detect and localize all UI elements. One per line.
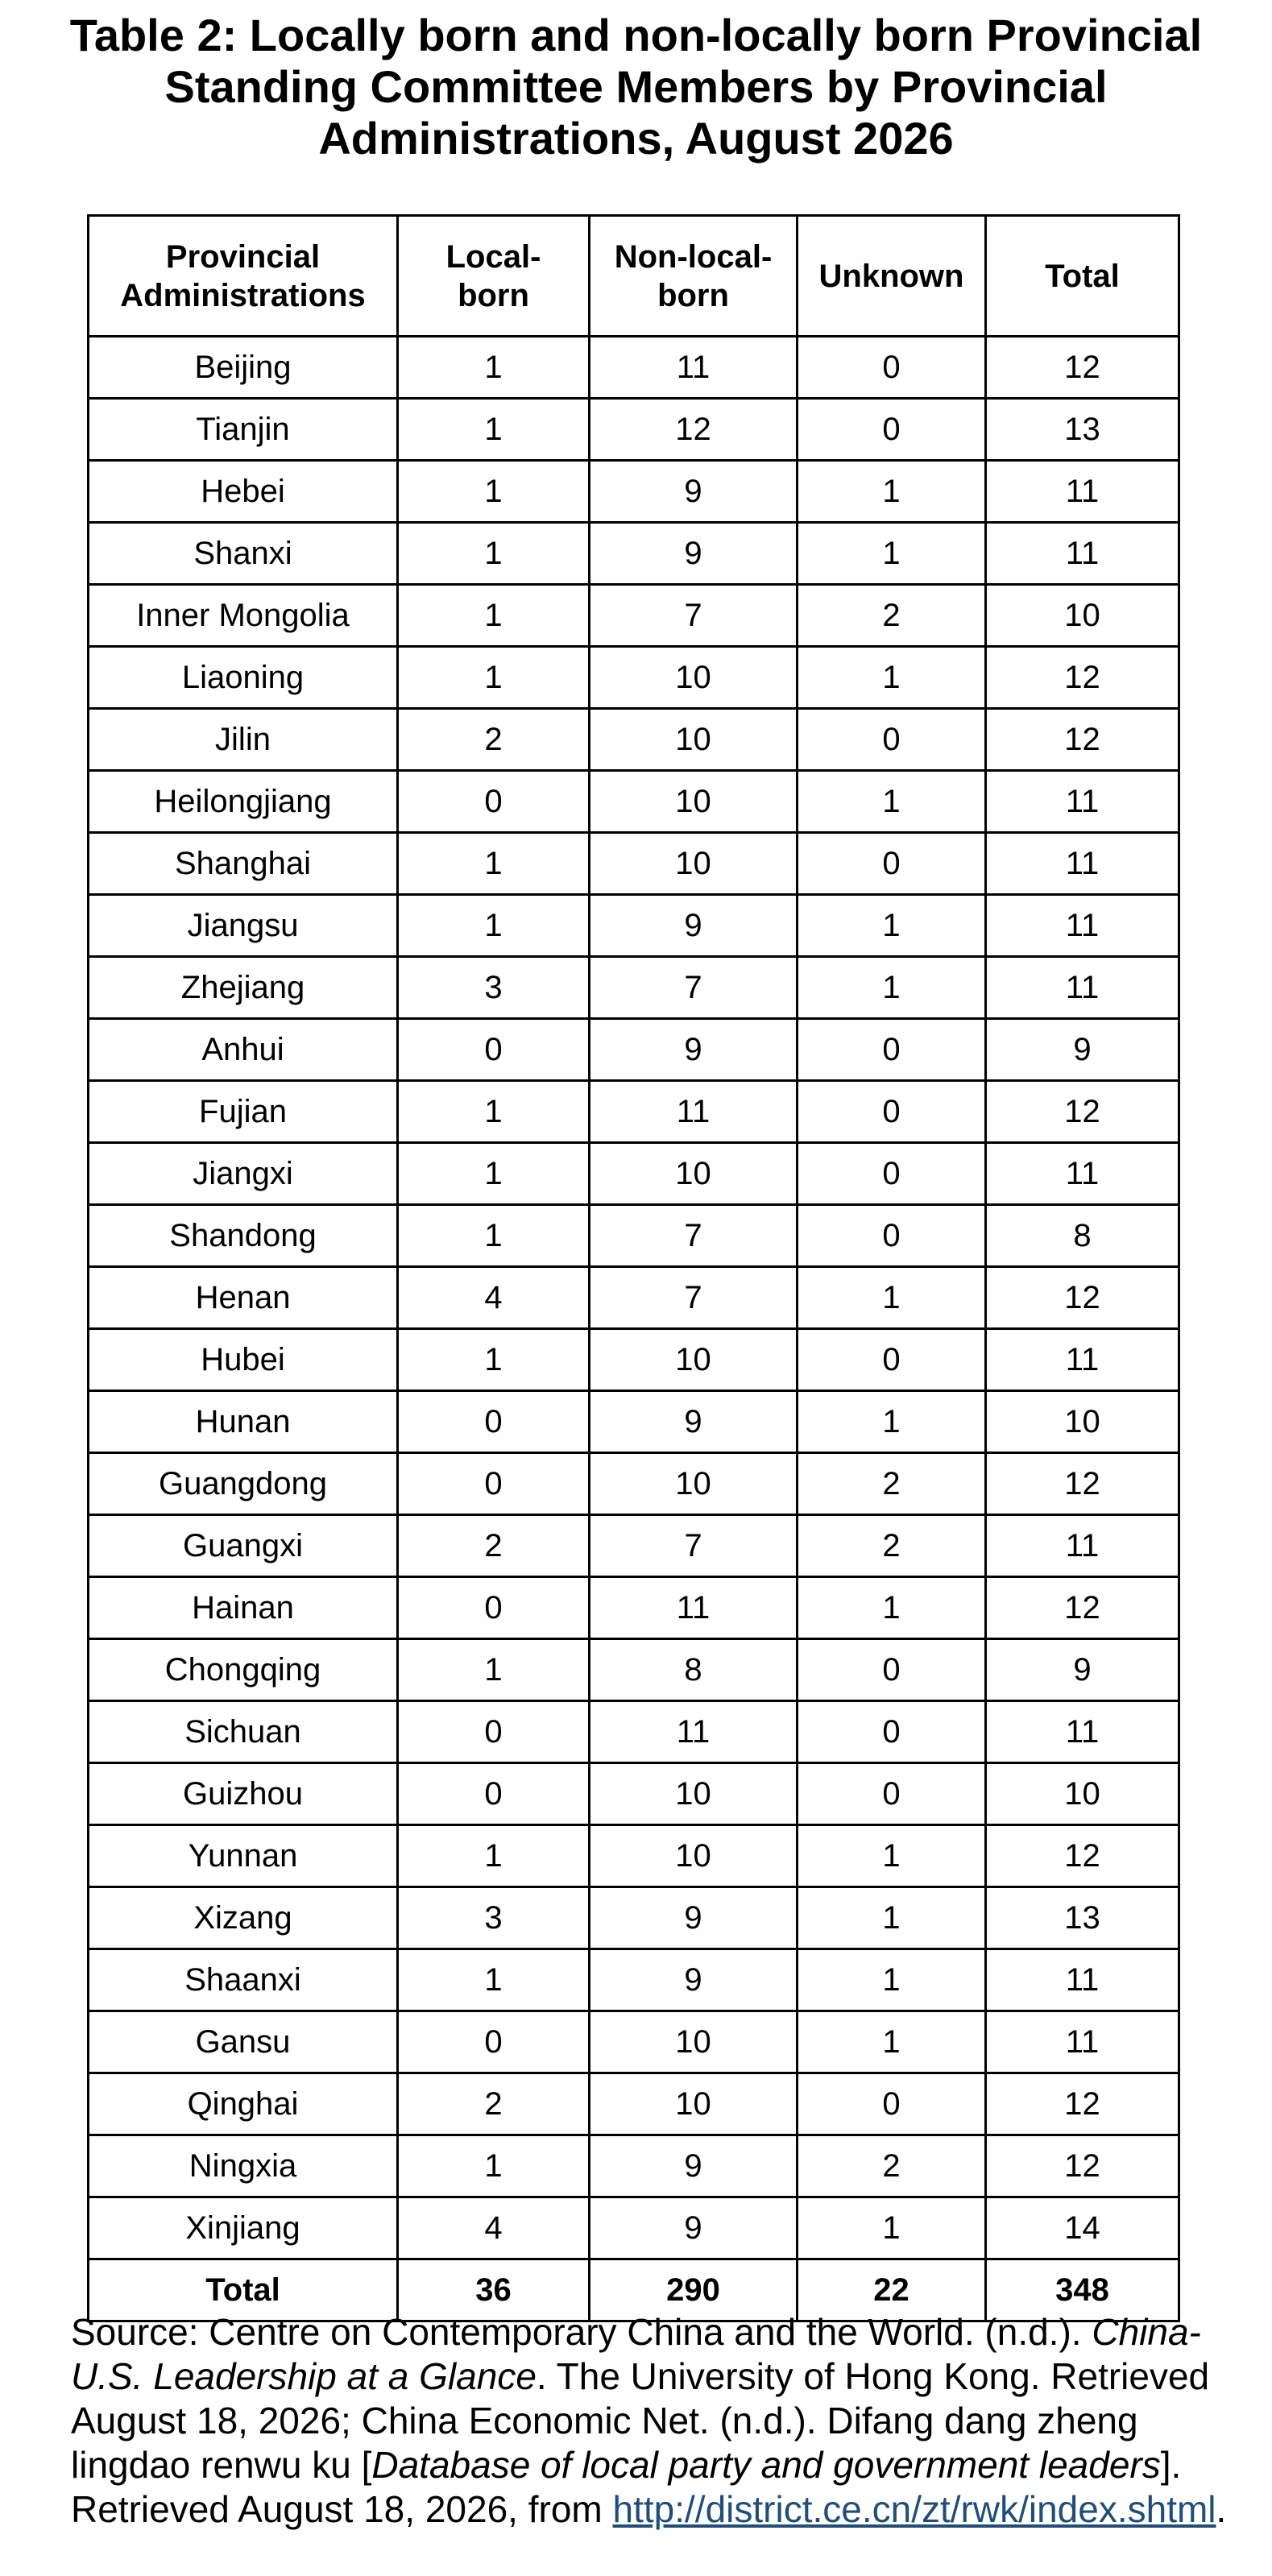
table-row (89, 461, 1179, 523)
table-row (89, 337, 1179, 399)
source-part-3: ]. Retrieved August 18, 2026, from (71, 2444, 1182, 2530)
cell-local-born: 1 (398, 399, 590, 461)
cell-total: 12 (986, 1081, 1179, 1143)
header-row (89, 216, 1179, 337)
cell-local-born: 1 (398, 1143, 590, 1205)
cell-unknown: 0 (798, 1701, 986, 1763)
cell-total: 12 (986, 337, 1179, 399)
cell-non-local-born: 8 (590, 1639, 798, 1701)
cell-non-local-born: 11 (590, 1577, 798, 1639)
cell-unknown: 1 (798, 1267, 986, 1329)
cell-province: Guizhou (89, 1763, 398, 1825)
cell-province: Xinjiang (89, 2197, 398, 2259)
table-row (89, 2135, 1179, 2197)
cell-unknown: 1 (798, 647, 986, 709)
cell-local-born: 3 (398, 1887, 590, 1949)
cell-unknown: 1 (798, 1825, 986, 1887)
cell-total: 11 (986, 1329, 1179, 1391)
cell-total: 12 (986, 1267, 1179, 1329)
cell-province: Guangxi (89, 1515, 398, 1577)
cell-non-local-born: 11 (590, 1081, 798, 1143)
cell-province: Hebei (89, 461, 398, 523)
cell-unknown: 0 (798, 2073, 986, 2135)
table-row (89, 833, 1179, 895)
cell-non-local-born: 10 (590, 1453, 798, 1515)
cell-local-born: 1 (398, 461, 590, 523)
cell-local-born: 0 (398, 1019, 590, 1081)
cell-province: Anhui (89, 1019, 398, 1081)
cell-local-born: 0 (398, 1453, 590, 1515)
table-row (89, 1701, 1179, 1763)
source-link[interactable]: http://district.ce.cn/zt/rwk/index.shtml (612, 2488, 1216, 2530)
cell-total: 9 (986, 1019, 1179, 1081)
source-database-italic: Database of local party and government leaders (371, 2444, 1161, 2486)
cell-total: 11 (986, 895, 1179, 957)
cell-province: Jilin (89, 709, 398, 771)
table-row (89, 1949, 1179, 2011)
cell-non-local-born: 10 (590, 2073, 798, 2135)
cell-province: Tianjin (89, 399, 398, 461)
cell-local-born: 1 (398, 585, 590, 647)
cell-non-local-born: 10 (590, 647, 798, 709)
cell-unknown: 0 (798, 833, 986, 895)
cell-non-local-born: 12 (590, 399, 798, 461)
cell-local-born: 1 (398, 1329, 590, 1391)
cell-total: 11 (986, 523, 1179, 585)
cell-unknown: 0 (798, 1143, 986, 1205)
source-prefix: Source: Centre on Contemporary China and the World. (n.d.). (71, 2311, 1092, 2353)
table-row (89, 647, 1179, 709)
header-total: Total (986, 216, 1179, 337)
table-title (0, 10, 1272, 164)
table-row (89, 2073, 1179, 2135)
cell-unknown: 0 (798, 399, 986, 461)
cell-non-local-born: 7 (590, 1267, 798, 1329)
cell-local-born: 4 (398, 2197, 590, 2259)
cell-non-local-born: 10 (590, 709, 798, 771)
table-row (89, 1887, 1179, 1949)
cell-non-local-born: 10 (590, 771, 798, 833)
cell-province: Ningxia (89, 2135, 398, 2197)
cell-province: Jiangxi (89, 1143, 398, 1205)
cell-local-born: 1 (398, 1949, 590, 2011)
cell-local-born: 0 (398, 1391, 590, 1453)
cell-non-local-born: 10 (590, 1143, 798, 1205)
cell-province: Shanxi (89, 523, 398, 585)
cell-province: Xizang (89, 1887, 398, 1949)
table-row (89, 1577, 1179, 1639)
cell-total: 11 (986, 2011, 1179, 2073)
committee-members-table (87, 214, 1180, 2322)
cell-unknown: 0 (798, 1019, 986, 1081)
cell-non-local-born: 10 (590, 1763, 798, 1825)
cell-unknown: 1 (798, 1391, 986, 1453)
cell-province: Henan (89, 1267, 398, 1329)
total-cell-non-local-born: 290 (590, 2259, 798, 2321)
cell-total: 10 (986, 1763, 1179, 1825)
cell-total: 11 (986, 833, 1179, 895)
cell-non-local-born: 10 (590, 833, 798, 895)
cell-total: 11 (986, 1701, 1179, 1763)
cell-local-born: 1 (398, 1205, 590, 1267)
cell-unknown: 1 (798, 523, 986, 585)
cell-unknown: 1 (798, 2197, 986, 2259)
cell-local-born: 1 (398, 523, 590, 585)
table-row (89, 1205, 1179, 1267)
cell-total: 11 (986, 1515, 1179, 1577)
cell-unknown: 1 (798, 1887, 986, 1949)
cell-unknown: 2 (798, 2135, 986, 2197)
cell-total: 11 (986, 1143, 1179, 1205)
cell-non-local-born: 7 (590, 1205, 798, 1267)
cell-unknown: 1 (798, 895, 986, 957)
table-row (89, 1453, 1179, 1515)
cell-unknown: 2 (798, 585, 986, 647)
table-row (89, 957, 1179, 1019)
cell-unknown: 2 (798, 1453, 986, 1515)
cell-unknown: 1 (798, 1949, 986, 2011)
cell-unknown: 0 (798, 1329, 986, 1391)
table-row (89, 1267, 1179, 1329)
cell-province: Liaoning (89, 647, 398, 709)
header-unknown: Unknown (798, 216, 986, 337)
cell-province: Zhejiang (89, 957, 398, 1019)
header-non-local-born: Non-local- born (590, 216, 798, 337)
cell-total: 12 (986, 709, 1179, 771)
cell-province: Fujian (89, 1081, 398, 1143)
cell-local-born: 4 (398, 1267, 590, 1329)
cell-total: 12 (986, 647, 1179, 709)
table-row (89, 399, 1179, 461)
cell-total: 10 (986, 585, 1179, 647)
cell-total: 12 (986, 1453, 1179, 1515)
cell-total: 13 (986, 1887, 1179, 1949)
total-cell-total: 348 (986, 2259, 1179, 2321)
cell-unknown: 0 (798, 1081, 986, 1143)
cell-unknown: 0 (798, 337, 986, 399)
cell-province: Hunan (89, 1391, 398, 1453)
cell-local-born: 0 (398, 1577, 590, 1639)
cell-total: 9 (986, 1639, 1179, 1701)
cell-total: 11 (986, 957, 1179, 1019)
cell-total: 13 (986, 399, 1179, 461)
cell-local-born: 0 (398, 1701, 590, 1763)
cell-local-born: 1 (398, 2135, 590, 2197)
cell-province: Gansu (89, 2011, 398, 2073)
source-part-2: . The University of Hong Kong. Retrieved August 18, 2026; China Economic Net. (n.d.). Difang dang zheng lingdao renwu ku [ (71, 2355, 1210, 2486)
cell-local-born: 1 (398, 1639, 590, 1701)
cell-province: Yunnan (89, 1825, 398, 1887)
cell-unknown: 1 (798, 461, 986, 523)
cell-total: 11 (986, 1949, 1179, 2011)
cell-province: Inner Mongolia (89, 585, 398, 647)
source-citation (71, 2310, 1231, 2532)
cell-non-local-born: 9 (590, 523, 798, 585)
cell-non-local-born: 9 (590, 1391, 798, 1453)
cell-total: 12 (986, 1577, 1179, 1639)
table-row (89, 1515, 1179, 1577)
cell-non-local-born: 9 (590, 2135, 798, 2197)
cell-unknown: 1 (798, 2011, 986, 2073)
cell-local-born: 2 (398, 2073, 590, 2135)
title-line-1: Table 2: Locally born and non-locally born Provincial (69, 10, 1203, 60)
cell-non-local-born: 9 (590, 2197, 798, 2259)
cell-unknown: 0 (798, 1639, 986, 1701)
cell-total: 12 (986, 2073, 1179, 2135)
table-row (89, 1143, 1179, 1205)
cell-local-born: 0 (398, 1763, 590, 1825)
cell-total: 8 (986, 1205, 1179, 1267)
source-title-italic: China-U.S. Leadership at a Glance (71, 2311, 1201, 2397)
header-local-born: Local- born (398, 216, 590, 337)
table-row (89, 1081, 1179, 1143)
cell-total: 12 (986, 1825, 1179, 1887)
cell-unknown: 2 (798, 1515, 986, 1577)
cell-non-local-born: 9 (590, 461, 798, 523)
cell-unknown: 0 (798, 709, 986, 771)
cell-unknown: 0 (798, 1763, 986, 1825)
table-row (89, 709, 1179, 771)
total-cell-province: Total (89, 2259, 398, 2321)
cell-unknown: 0 (798, 1205, 986, 1267)
cell-non-local-born: 10 (590, 1825, 798, 1887)
source-suffix: . (1216, 2488, 1227, 2530)
cell-province: Shaanxi (89, 1949, 398, 2011)
cell-local-born: 3 (398, 957, 590, 1019)
cell-total: 10 (986, 1391, 1179, 1453)
cell-province: Heilongjiang (89, 771, 398, 833)
table-row (89, 1019, 1179, 1081)
cell-local-born: 1 (398, 833, 590, 895)
cell-non-local-born: 10 (590, 2011, 798, 2073)
cell-non-local-born: 10 (590, 1329, 798, 1391)
cell-non-local-born: 11 (590, 1701, 798, 1763)
cell-non-local-born: 9 (590, 895, 798, 957)
cell-total: 11 (986, 771, 1179, 833)
cell-non-local-born: 7 (590, 957, 798, 1019)
cell-province: Hubei (89, 1329, 398, 1391)
table-row (89, 1391, 1179, 1453)
cell-local-born: 1 (398, 1825, 590, 1887)
cell-province: Shanghai (89, 833, 398, 895)
table-row (89, 1329, 1179, 1391)
cell-province: Guangdong (89, 1453, 398, 1515)
cell-local-born: 0 (398, 771, 590, 833)
table-row (89, 2011, 1179, 2073)
title-line-2: Standing Committee Members by Provincial (164, 61, 1108, 112)
table-row (89, 523, 1179, 585)
cell-province: Beijing (89, 337, 398, 399)
cell-total: 14 (986, 2197, 1179, 2259)
cell-total: 11 (986, 461, 1179, 523)
cell-province: Sichuan (89, 1701, 398, 1763)
table-row (89, 585, 1179, 647)
table-row (89, 1763, 1179, 1825)
cell-non-local-born: 7 (590, 1515, 798, 1577)
cell-local-born: 1 (398, 1081, 590, 1143)
table-row (89, 2197, 1179, 2259)
cell-local-born: 1 (398, 895, 590, 957)
table-row (89, 1639, 1179, 1701)
cell-unknown: 1 (798, 771, 986, 833)
cell-province: Qinghai (89, 2073, 398, 2135)
cell-local-born: 2 (398, 709, 590, 771)
table-body (89, 337, 1179, 2321)
cell-unknown: 1 (798, 957, 986, 1019)
cell-total: 12 (986, 2135, 1179, 2197)
cell-non-local-born: 11 (590, 337, 798, 399)
table-row (89, 1825, 1179, 1887)
cell-province: Chongqing (89, 1639, 398, 1701)
cell-local-born: 2 (398, 1515, 590, 1577)
table-row (89, 771, 1179, 833)
cell-province: Shandong (89, 1205, 398, 1267)
total-cell-local-born: 36 (398, 2259, 590, 2321)
cell-non-local-born: 7 (590, 585, 798, 647)
cell-non-local-born: 9 (590, 1019, 798, 1081)
cell-province: Hainan (89, 1577, 398, 1639)
header-provincial-administrations: Provincial Administrations (89, 216, 398, 337)
cell-local-born: 0 (398, 2011, 590, 2073)
cell-local-born: 1 (398, 337, 590, 399)
total-cell-unknown: 22 (798, 2259, 986, 2321)
cell-local-born: 1 (398, 647, 590, 709)
table-row (89, 895, 1179, 957)
cell-non-local-born: 9 (590, 1949, 798, 2011)
cell-province: Jiangsu (89, 895, 398, 957)
title-line-3: Administrations, August 2026 (318, 113, 954, 164)
cell-non-local-born: 9 (590, 1887, 798, 1949)
cell-unknown: 1 (798, 1577, 986, 1639)
